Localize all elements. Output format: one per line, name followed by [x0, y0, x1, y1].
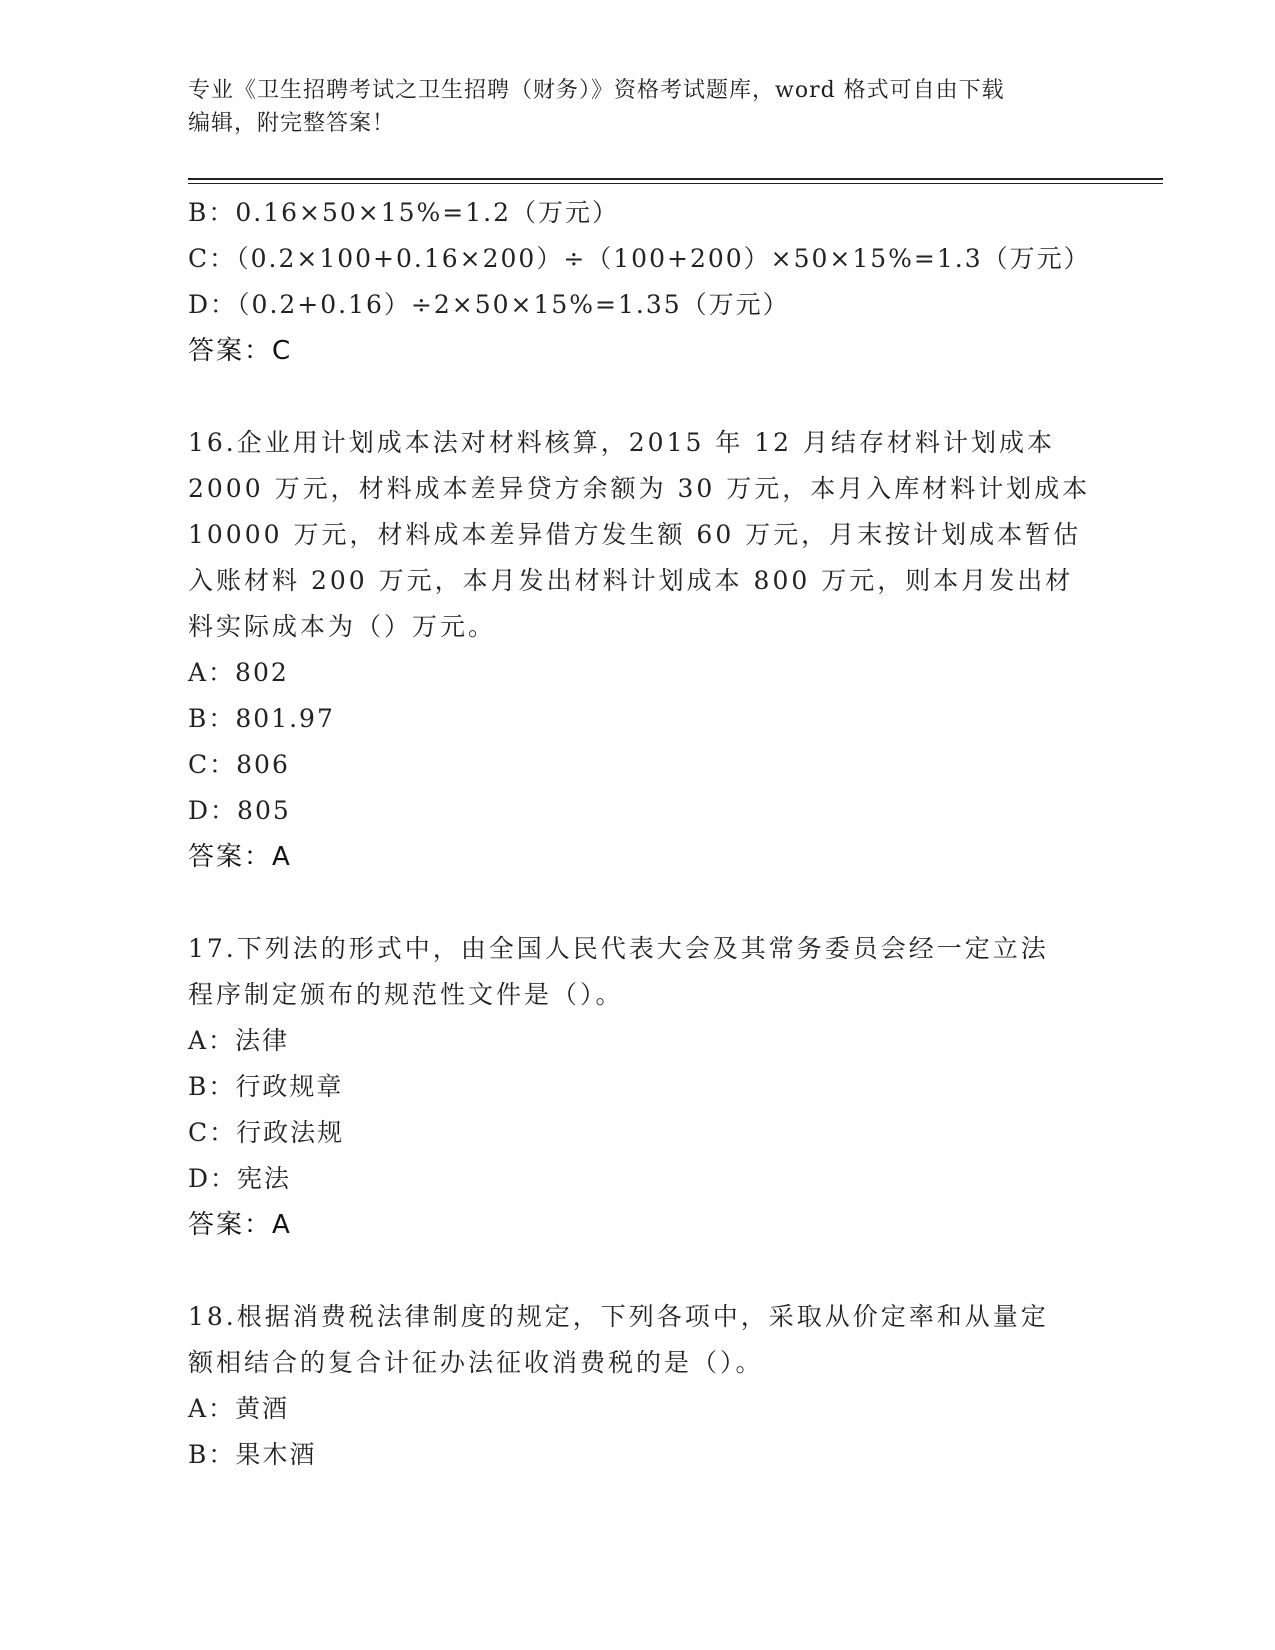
- spacer: [188, 880, 1088, 926]
- question-text-line: 18.根据消费税法律制度的规定，下列各项中，采取从价定率和从量定: [188, 1302, 1049, 1331]
- question-text-line: 2000 万元，材料成本差异贷方余额为 30 万元，本月入库材料计划成本: [188, 474, 1091, 503]
- option-b: B：801.97: [188, 704, 335, 733]
- question-text-line: 料实际成本为（）万元。: [188, 612, 497, 641]
- option-d: D：（0.2+0.16）÷2×50×15%=1.35（万元）: [188, 290, 790, 319]
- option-c: C：806: [188, 750, 290, 779]
- option-a: A：法律: [188, 1026, 290, 1055]
- answer-label: 答案：A: [188, 842, 292, 872]
- option-c: C：（0.2×100+0.16×200）÷（100+200）×50×15%=1.3（万元）: [188, 244, 1091, 273]
- header-line-1: 专业《卫生招聘考试之卫生招聘（财务）》资格考试题库，word 格式可自由下载: [188, 78, 1005, 103]
- option-a: A：黄酒: [188, 1394, 290, 1423]
- answer-label: 答案：C: [188, 336, 293, 366]
- question-15-tail: [188, 190, 1091, 374]
- header-divider-thick: [188, 178, 1163, 180]
- question-17: [188, 926, 1088, 1248]
- option-a: A：802: [188, 658, 289, 687]
- answer-label: 答案：A: [188, 1210, 292, 1240]
- spacer: [188, 374, 1088, 420]
- document-header: [188, 74, 1088, 140]
- question-16: [188, 420, 1091, 880]
- option-b: B：0.16×50×15%=1.2（万元）: [188, 198, 620, 227]
- question-text-line: 17.下列法的形式中，由全国人民代表大会及其常务委员会经一定立法: [188, 934, 1049, 963]
- header-divider-thin: [188, 183, 1163, 184]
- option-c: C：行政法规: [188, 1118, 345, 1147]
- option-b: B：行政规章: [188, 1072, 344, 1101]
- option-d: D：宪法: [188, 1164, 292, 1193]
- spacer: [188, 1248, 1088, 1294]
- question-text-line: 16.企业用计划成本法对材料核算，2015 年 12 月结存材料计划成本: [188, 428, 1056, 457]
- question-text-line: 程序制定颁布的规范性文件是（）。: [188, 980, 624, 1009]
- question-text-line: 10000 万元，材料成本差异借方发生额 60 万元，月末按计划成本暂估: [188, 520, 1082, 549]
- question-text-line: 入账材料 200 万元，本月发出材料计划成本 800 万元，则本月发出材: [188, 566, 1074, 595]
- option-b: B：果木酒: [188, 1440, 317, 1469]
- question-18: [188, 1294, 1088, 1478]
- question-content: [188, 190, 1091, 1478]
- option-d: D：805: [188, 796, 291, 825]
- header-line-2: 编辑，附完整答案！: [188, 111, 396, 136]
- question-text-line: 额相结合的复合计征办法征收消费税的是（）。: [188, 1348, 764, 1377]
